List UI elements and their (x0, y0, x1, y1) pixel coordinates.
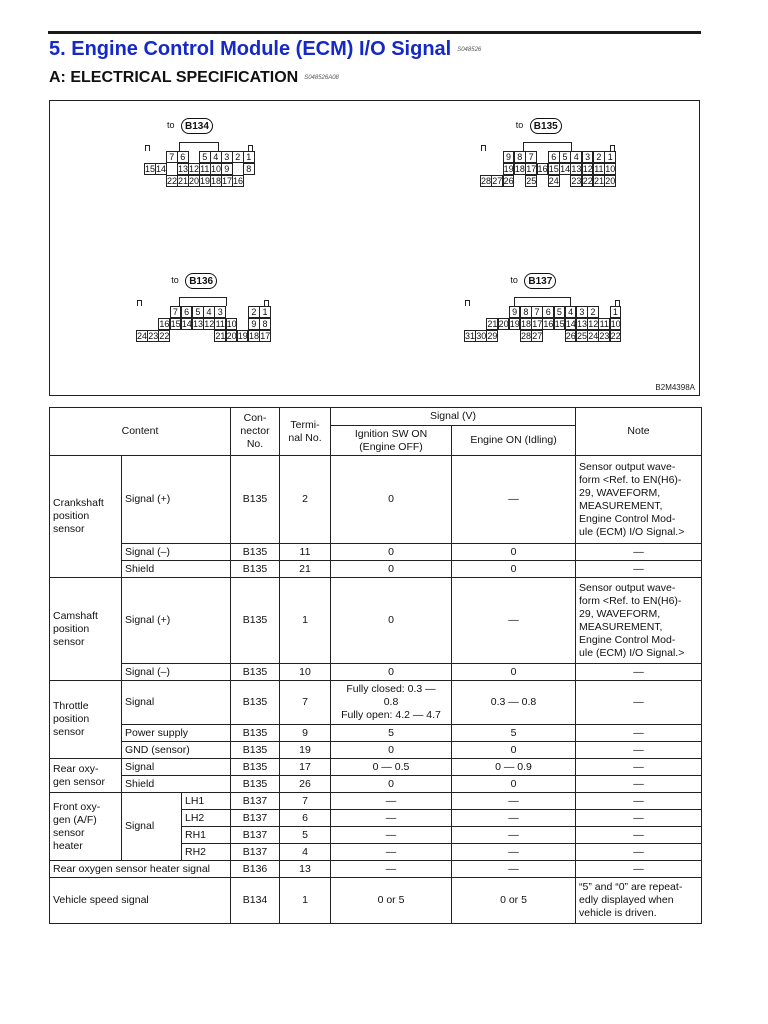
terminal-pin: 17 (532, 319, 543, 329)
terminal-pin: 26 (503, 176, 514, 186)
table-row: RH1 B137 5 — — — (50, 827, 702, 844)
terminal-pin: 8 (243, 163, 255, 175)
terminal-pin: 2 (587, 306, 599, 318)
terminal-pin: 23 (599, 331, 610, 341)
terminal-pin: 18 (249, 331, 260, 341)
terminal-pin: 12 (189, 164, 200, 174)
table-row: Vehicle speed signal B134 1 0 or 5 0 or 5 “5” and “0” are repeat- edly displayed when vehicle is driven. (50, 878, 702, 924)
terminal-pin: 6 (177, 151, 189, 163)
terminal-pin: 23 (571, 176, 582, 186)
connector-name: B137 (524, 273, 556, 289)
terminal-pin: 14 (156, 164, 167, 174)
row-label-camshaft: Camshaft position sensor (50, 578, 122, 681)
terminal-pin: 13 (193, 319, 204, 329)
terminal-pin: 24 (137, 331, 148, 341)
table-row: GND (sensor) B135 19 0 0 — (50, 742, 702, 759)
terminal-pin: 24 (548, 176, 559, 186)
terminal-pin: 26 (565, 331, 576, 341)
connector-hood (514, 297, 570, 306)
to-label: to (510, 275, 518, 285)
terminal-pin: 5 (554, 306, 566, 318)
terminal-pin: 22 (582, 176, 593, 186)
terminal-pin: 10 (226, 319, 237, 329)
terminal-pin: 18 (521, 319, 532, 329)
terminal-pin: 20 (189, 176, 200, 186)
table-row: Crankshaft position sensor Signal (+) B135 2 0 — Sensor output wave- form <Ref. to EN(H6)- 29, WAVEFORM, MEASUREMENT, Engine Control Mod- ule (ECM) I/O Signal.> (50, 456, 702, 544)
connector-tab (465, 300, 470, 306)
row-label-rear-oxygen-sensor: Rear oxy- gen sensor (50, 759, 122, 793)
terminal-pin: 7 (525, 151, 537, 163)
section-title: 5. Engine Control Module (ECM) I/O Signal S048526 (49, 38, 482, 60)
terminal-pin: 1 (243, 151, 255, 163)
terminal-pin: 22 (167, 176, 178, 186)
terminal-pin: 5 (199, 151, 211, 163)
terminal-pin: 14 (560, 164, 571, 174)
terminal-pin: 25 (526, 176, 537, 186)
terminal-pin: 3 (221, 151, 233, 163)
terminal-pin: 1 (259, 306, 271, 318)
row-label-front-oxygen-sensor-heater: Front oxy- gen (A/F) sensor heater (50, 793, 122, 861)
terminal-pin: 22 (610, 331, 621, 341)
terminal-pin: 4 (210, 151, 222, 163)
terminal-pin: 28 (481, 176, 492, 186)
terminal-pin: 13 (571, 164, 582, 174)
terminal-pin: 10 (211, 164, 222, 174)
terminal-pin: 7 (166, 151, 178, 163)
header-connector: Con- nector No. (231, 408, 280, 456)
terminal-pin: 2 (593, 151, 605, 163)
terminal-pin: 1 (610, 306, 622, 318)
section-code: S048526 (457, 46, 482, 53)
header-ignition: Ignition SW ON (Engine OFF) (331, 426, 452, 456)
connector-name: B135 (530, 118, 562, 134)
terminal-pin: 2 (232, 151, 244, 163)
connector-hood (179, 297, 227, 306)
terminal-pin: 17 (526, 164, 537, 174)
terminal-pin: 6 (548, 151, 560, 163)
terminal-pin: 5 (192, 306, 204, 318)
connector-name: B136 (185, 273, 217, 289)
terminal-pin: 15 (145, 164, 156, 174)
terminal-pin: 27 (532, 331, 543, 341)
terminal-pin: 19 (200, 176, 211, 186)
connector-name: B134 (181, 118, 213, 134)
table-row: Camshaft position sensor Signal (+) B135 1 0 — Sensor output wave- form <Ref. to EN(H6)- 29, WAVEFORM, MEASUREMENT, Engine Control Mod- ule (ECM) I/O Signal.> (50, 578, 702, 664)
terminal-pin: 9 (503, 151, 515, 163)
terminal-pin: 16 (543, 319, 554, 329)
terminal-pin: 8 (514, 151, 526, 163)
terminal-pin: 19 (503, 164, 514, 174)
terminal-pin: 5 (559, 151, 571, 163)
terminal-pin: 22 (159, 331, 170, 341)
terminal-pin: 14 (565, 319, 576, 329)
terminal-pin: 19 (509, 319, 520, 329)
terminal-pin: 17 (260, 331, 271, 341)
terminal-pin: 11 (599, 319, 609, 329)
subsection-code: S048526A08 (304, 74, 339, 81)
terminal-pin: 13 (178, 164, 189, 174)
table-row: LH2 B137 6 — — — (50, 810, 702, 827)
terminal-pin: 9 (248, 318, 260, 330)
terminal-pin: 7 (531, 306, 543, 318)
header-signal: Signal (V) (331, 408, 576, 426)
terminal-pin: 4 (570, 151, 582, 163)
row-label-crankshaft: Crankshaft position sensor (50, 456, 122, 578)
table-row: Rear oxygen sensor heater signal B136 13 — — — (50, 861, 702, 878)
table-row: Front oxy- gen (A/F) sensor heater Signal LH1 B137 7 — — — (50, 793, 702, 810)
to-label: to (171, 275, 179, 285)
terminal-pin: 25 (577, 331, 588, 341)
terminal-pin: 1 (604, 151, 616, 163)
terminal-pin: 3 (214, 306, 226, 318)
table-row: Throttle position sensor Signal B135 7 Fully closed: 0.3 — 0.8 Fully open: 4.2 — 4.7 0.3 — 0.8 — (50, 681, 702, 725)
terminal-pin: 18 (514, 164, 525, 174)
terminal-pin: 27 (492, 176, 503, 186)
terminal-pin: 9 (509, 306, 521, 318)
connector-tab (137, 300, 142, 306)
terminal-pin: 3 (582, 151, 594, 163)
terminal-pin: 15 (548, 164, 559, 174)
note-waveform: Sensor output wave- form <Ref. to EN(H6)- 29, WAVEFORM, MEASUREMENT, Engine Control Mod- ule (ECM) I/O Signal.> (576, 456, 702, 544)
row-label-throttle: Throttle position sensor (50, 681, 122, 759)
terminal-pin: 15 (554, 319, 565, 329)
terminal-pin: 21 (487, 319, 498, 329)
top-rule (48, 31, 701, 34)
terminal-pin: 20 (498, 319, 509, 329)
terminal-pin: 16 (537, 164, 548, 174)
connector-hood (523, 142, 572, 151)
terminal-pin: 4 (565, 306, 577, 318)
ecm-signal-table (49, 407, 702, 924)
header-terminal: Termi- nal No. (280, 408, 331, 456)
terminal-pin: 11 (200, 164, 210, 174)
to-label: to (515, 120, 524, 130)
header-engine-on: Engine ON (Idling) (452, 426, 576, 456)
terminal-pin: 6 (542, 306, 554, 318)
terminal-pin: 20 (226, 331, 237, 341)
terminal-pin: 7 (170, 306, 182, 318)
figure-id: B2M4398A (655, 383, 695, 392)
terminal-pin: 16 (159, 319, 170, 329)
connector-hood (179, 142, 219, 151)
table-row: Shield B135 26 0 0 — (50, 776, 702, 793)
table-row: Rear oxy- gen sensor Signal B135 17 0 — 0.5 0 — 0.9 — (50, 759, 702, 776)
terminal-pin: 28 (521, 331, 532, 341)
terminal-pin: 9 (221, 163, 233, 175)
terminal-pin: 10 (610, 319, 621, 329)
table-row: Signal (–) B135 11 0 0 — (50, 544, 702, 561)
terminal-pin: 19 (237, 331, 248, 341)
terminal-pin: 18 (211, 176, 222, 186)
header-note: Note (576, 408, 702, 456)
terminal-pin: 21 (178, 176, 189, 186)
terminal-pin: 12 (582, 164, 593, 174)
terminal-pin: 31 (465, 331, 476, 341)
terminal-pin: 11 (215, 319, 225, 329)
terminal-pin: 8 (520, 306, 532, 318)
terminal-pin: 21 (594, 176, 605, 186)
terminal-pin: 21 (215, 331, 226, 341)
connector-tab (145, 145, 150, 151)
terminal-pin: 2 (248, 306, 260, 318)
note-vehicle-speed: “5” and “0” are repeat- edly displayed when vehicle is driven. (576, 878, 702, 924)
terminal-pin: 12 (588, 319, 599, 329)
terminal-pin: 14 (181, 319, 192, 329)
connector-diagram (49, 100, 700, 396)
terminal-pin: 8 (259, 318, 271, 330)
header-content: Content (50, 408, 231, 456)
terminal-pin: 10 (605, 164, 616, 174)
terminal-pin: 23 (148, 331, 159, 341)
terminal-pin: 16 (233, 176, 244, 186)
terminal-pin: 13 (577, 319, 588, 329)
terminal-pin: 11 (594, 164, 604, 174)
subsection-title: A: ELECTRICAL SPECIFICATION S048526A08 (49, 69, 339, 86)
terminal-pin: 17 (222, 176, 233, 186)
terminal-pin: 12 (204, 319, 215, 329)
terminal-pin: 20 (605, 176, 616, 186)
note-waveform: Sensor output wave- form <Ref. to EN(H6)- 29, WAVEFORM, MEASUREMENT, Engine Control Mod- ule (ECM) I/O Signal.> (576, 578, 702, 664)
terminal-pin: 24 (588, 331, 599, 341)
terminal-pin: 30 (476, 331, 487, 341)
table-row: RH2 B137 4 — — — (50, 844, 702, 861)
to-label: to (167, 120, 175, 130)
terminal-pin: 6 (181, 306, 193, 318)
terminal-pin: 29 (487, 331, 498, 341)
terminal-pin: 3 (576, 306, 588, 318)
terminal-pin: 4 (203, 306, 215, 318)
terminal-pin: 15 (170, 319, 181, 329)
table-row: Power supply B135 9 5 5 — (50, 725, 702, 742)
table-row: Shield B135 21 0 0 — (50, 561, 702, 578)
connector-tab (481, 145, 486, 151)
table-row: Signal (–) B135 10 0 0 — (50, 664, 702, 681)
